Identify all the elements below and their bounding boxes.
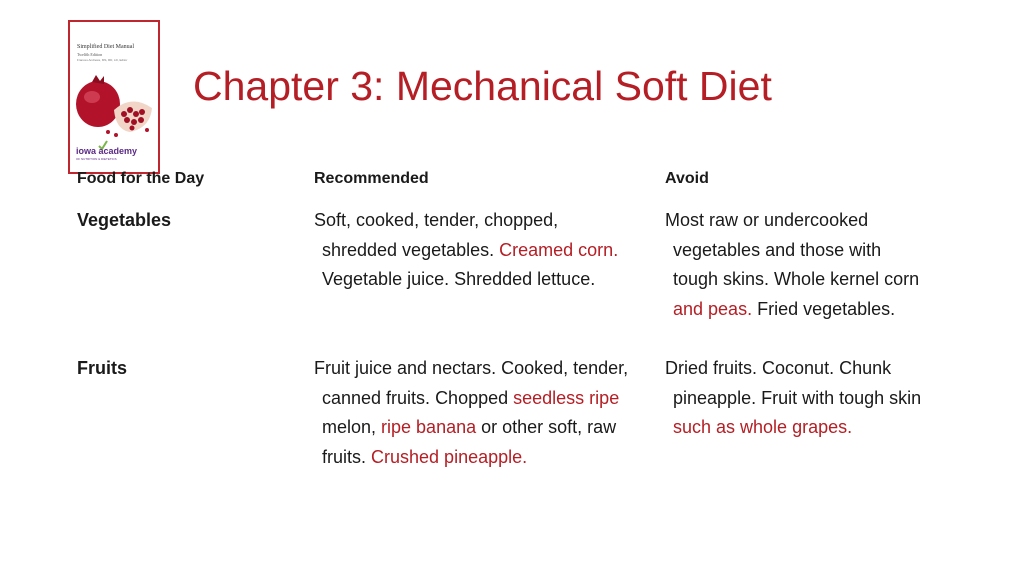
column-header-food: Food for the Day — [77, 170, 205, 187]
cell-line — [665, 295, 919, 325]
highlighted-text: Crushed pineapple. — [371, 446, 528, 467]
highlighted-text: and peas. — [673, 298, 753, 319]
fruits-avoid-cell — [665, 354, 921, 443]
cell-line — [314, 236, 618, 266]
cell-line — [314, 384, 628, 414]
cell-text: tough skins. Whole kernel corn — [673, 269, 920, 289]
highlighted-text: ripe banana — [381, 417, 477, 437]
column-header-recommended: Recommended — [314, 170, 429, 187]
book-cover-title: Simplified Diet Manual — [77, 44, 134, 50]
cell-line — [314, 354, 628, 384]
book-cover-edition: Twelfth Edition — [77, 52, 103, 57]
cell-line — [665, 413, 921, 443]
cell-line — [314, 265, 618, 295]
row-label-fruits: Fruits — [77, 358, 128, 378]
cell-text: or other soft, raw — [476, 417, 617, 437]
cell-line — [665, 265, 919, 295]
cell-line — [314, 413, 628, 443]
book-cover-authors: Frances Andrews, MS, RD, LD, Editor — [77, 58, 128, 62]
cell-text: canned fruits. Chopped — [322, 387, 514, 408]
book-cover-image — [68, 20, 160, 174]
cell-line — [665, 354, 921, 384]
cell-line — [665, 384, 921, 414]
academy-logo-subtitle: OF NUTRITION & DIETETICS — [76, 157, 117, 161]
fruits-recommended-cell — [314, 354, 628, 472]
cell-text: melon, — [322, 417, 382, 437]
highlighted-text: seedless ripe — [513, 387, 620, 408]
slide-title: Chapter 3: Mechanical Soft Diet — [193, 63, 772, 109]
cell-text: Fried vegetables. — [752, 298, 896, 319]
cell-line — [314, 443, 628, 473]
cell-text: Most raw or undercooked — [665, 210, 869, 230]
cell-text: shredded vegetables. — [322, 239, 500, 260]
cell-text: vegetables and those with — [673, 239, 882, 260]
vegetables-recommended-cell — [314, 206, 618, 295]
cell-text: Dried fruits. Coconut. Chunk — [665, 358, 892, 378]
cell-text: Soft, cooked, tender, chopped, — [314, 210, 559, 230]
cell-line — [314, 206, 618, 236]
cell-text: pineapple. Fruit with tough skin — [673, 387, 922, 408]
highlighted-text: Creamed corn. — [499, 239, 619, 260]
column-header-avoid: Avoid — [665, 170, 709, 187]
vegetables-avoid-cell — [665, 206, 919, 324]
cell-line — [665, 206, 919, 236]
cell-text: Vegetable juice. Shredded lettuce. — [322, 269, 596, 289]
cell-text: Fruit juice and nectars. Cooked, tender, — [314, 358, 629, 378]
pomegranate-icon — [72, 70, 158, 140]
cell-line — [665, 236, 919, 266]
highlighted-text: such as whole grapes. — [673, 417, 853, 437]
cell-text: fruits. — [322, 446, 372, 467]
row-label-vegetables: Vegetables — [77, 210, 172, 230]
academy-logo-name: iowa academy — [76, 146, 138, 156]
